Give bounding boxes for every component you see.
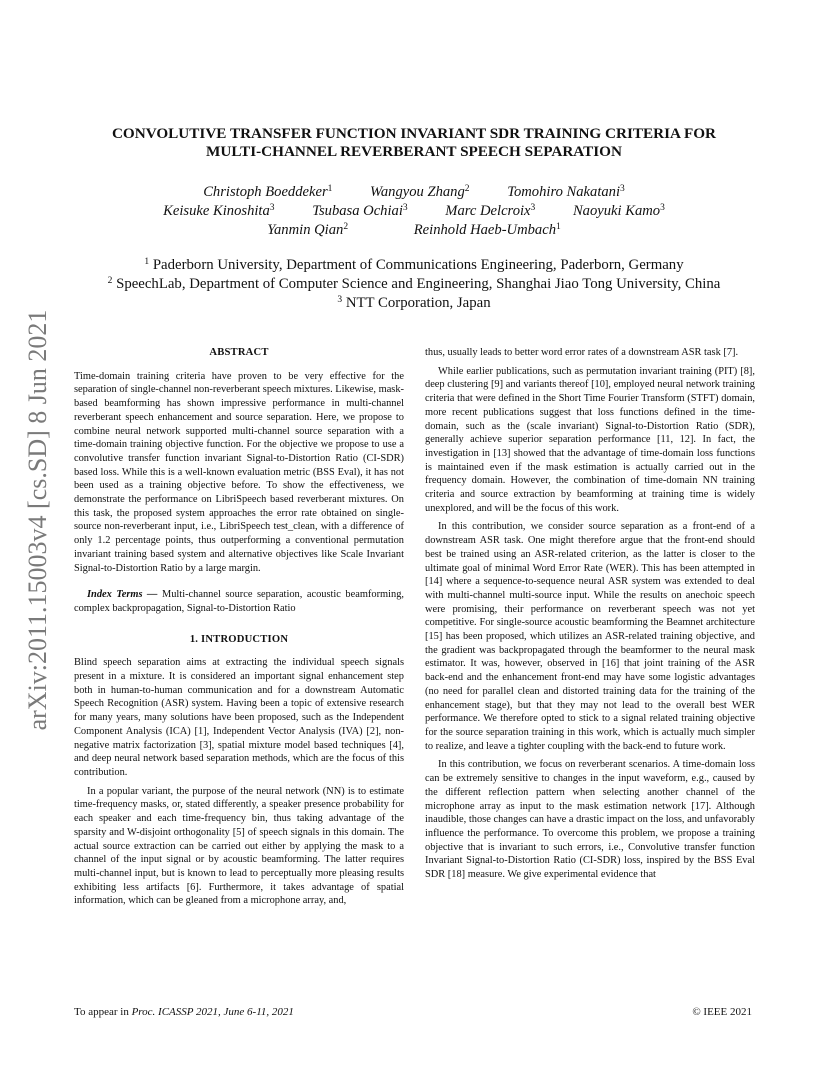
abstract-text: Time-domain training criteria have proven to be very effective for the separation of single-channel non-reverberant speech mixtures. Likewise, mask-based beamforming has shown impressive performance in multi-channel reverberant speech enhancement and source separation. Here, we propose to combine neural network supported multi-channel source separation with a time-domain training objective function. For the objective we propose to use a convolutive transfer function invariant Signal-to-Distortion Ratio (CI-SDR) based loss. While this is a well-known evaluation metric (BSS Eval), it has not been used as a training objective before. To show the effectiveness, we demonstrate the performance on LibriSpeech based reverberant mixtures. On this task, the proposed system approaches the error rate obtained on single-source non-reverberant input, i.e., LibriSpeech test_clean, with a difference of only 1.2 percentage points, thus outperforming a conventional permutation invariant training based system and alternative objectives like Scale Invariant Signal-to-Distortion Ratio by a large margin. [74,370,404,574]
author: Tsubasa Ochiai$^3$ [312,203,408,219]
paragraph-continued: thus, usually leads to better word error rates of a downstream ASR task [7]. [425,347,739,358]
author-row [60,202,768,221]
right-column [425,346,755,887]
author: Marc Delcroix$^3$ [445,203,536,219]
author: Yanmin Qian$^2$ [267,222,349,238]
affiliation: $^3$ NTT Corporation, Japan [337,295,491,311]
paper-title [60,125,768,161]
index-terms: Index Terms — Multi-channel source separation, acoustic beamforming, complex backpropagation, Signal-to-Distortion Ratio [74,589,404,614]
affiliation: $^2$ SpeechLab, Department of Computer Science and Engineering, Shanghai Jiao Tong University, China [107,276,721,292]
author: Wangyou Zhang$^2$ [370,184,470,200]
title-line-1: CONVOLUTIVE TRANSFER FUNCTION INVARIANT SDR TRAINING CRITERIA FOR [111,125,717,142]
paragraph: In this contribution, we consider source separation as a front-end of a downstream ASR task. One might therefore argue that the front-end should best be trained using an ASR-related criterion, as the latter is closer to the ultimate goal of minimal Word Error Rate (WER). This has been attempted in [14] where a sequence-to-sequence neural ASR system was extended to deal with multi-channel multi-source input. While the results on anechoic speech were promising, their performance on reverberant speech was not yet competitive. For single-source acoustic beamforming the Beamnet architecture [15] has been proposed, which utilizes an ASR-related training objective, and the gradient was backpropagated through the beamformer to the neural mask estimator. It was, however, observed in [16] that joint training of the ASR back-end and the enhancement front-end may have some logistic advantages (no need for parallel clean and distorted training data for the training of the enhancement stage), but that they may not lead to the overall best WER performance. We therefore opted to stick to a signal related training objective for the source separation training in this work, which is actually much simpler to realize, and leave a tighter coupling with the back-end to future work. [425,521,755,752]
affiliation-list [40,256,788,313]
affiliation: $^1$ Paderborn University, Department of Communications Engineering, Paderborn, Germany [144,257,684,273]
author: Tomohiro Nakatani$^3$ [507,184,625,200]
author: Keisuke Kinoshita$^3$ [163,203,275,219]
paragraph: While earlier publications, such as permutation invariant training (PIT) [8], deep clustering [9] and variants thereof [10], employed neural network training criteria that were defined in the Short Time Fourier Transform (STFT) domain, more recent publications suggest that loss functions defined in the time-domain, such as the (scale invariant) Signal-to-Distortion Ratio (SDR), generally achieve superior separation performance [11, 12]. In fact, the investigation in [13] showed that the advantage of time-domain loss functions is maintained even if the mask estimation is actually carried out in the frequency domain. However, the combination of time-domain NN training criteria and source extraction by beamforming at training time is widely unexplored, and will be the focus of this work. [425,365,755,514]
intro-paragraph-1: Blind speech separation aims at extracting the individual speech signals present in a mixture. It is considered an important signal enhancement step both in human-to-human communication and for a downstream Automatic Speech Recognition (ASR) system. Having been a topic of extensive research for many years, many solutions have been proposed, such as the Independent Component Analysis (ICA) [1], Independent Vector Analysis (IVA) [2], non-negative matrix factorization [3], spatial mixture model based techniques [4], and deep neural network based separation methods, which are the focus of this contribution. [74,657,404,778]
author: Christoph Boeddeker$^1$ [203,184,333,200]
paragraph: In this contribution, we focus on reverberant scenarios. A time-domain loss can be extremely sensitive to changes in the input waveform, e.g., caused by the different reflection pattern when selecting another channel of the microphone array as input to the mask estimation network [17]. Although inaudible, those changes can have a drastic impact on the loss, and unfavorably influence the performance. To overcome this problem, we propose a training objective that is invariant to such errors, i.e., Convolutive transfer function Invariant Signal-to-Distortion Ratio (CI-SDR) loss, inspired by the BSS Eval SDR [18] measure. We give experimental evidence that [425,759,755,881]
abstract-heading: ABSTRACT [209,347,269,358]
author-row [60,183,768,202]
left-column [74,346,404,913]
author-list [60,183,768,240]
author: Naoyuki Kamo$^3$ [572,203,665,219]
introduction-heading: 1. INTRODUCTION [189,633,289,645]
title-line-2: MULTI-CHANNEL REVERBERANT SPEECH SEPARATION [206,143,622,160]
intro-paragraph-2: In a popular variant, the purpose of the neural network (NN) is to estimate time-frequency masks, or, stated differently, a speaker presence probability for each speaker and each time-frequency bin, thus taking advantage of the sparsity and W-disjoint orthogonality [5] of speech signals in this domain. The actual source extraction can be carried out either by applying the mask to a channel of the input signal or by acoustic beamforming. The latter requires multi-channel input, but is known to lead to perceptually more pleasing results exhibiting less artifacts [6]. Furthermore, it takes advantage of spatial information, which can be gleaned from a microphone array, and, [74,785,404,907]
footer-copyright: © IEEE 2021 [692,1006,752,1018]
author: Reinhold Haeb-Umbach$^1$ [413,222,561,238]
arxiv-identifier: arXiv:2011.15003v4 [cs.SD] 8 Jun 2021 [23,309,52,731]
footer-venue: To appear in Proc. ICASSP 2021, June 6-11, 2021 [74,1006,294,1018]
author-row [60,221,768,240]
